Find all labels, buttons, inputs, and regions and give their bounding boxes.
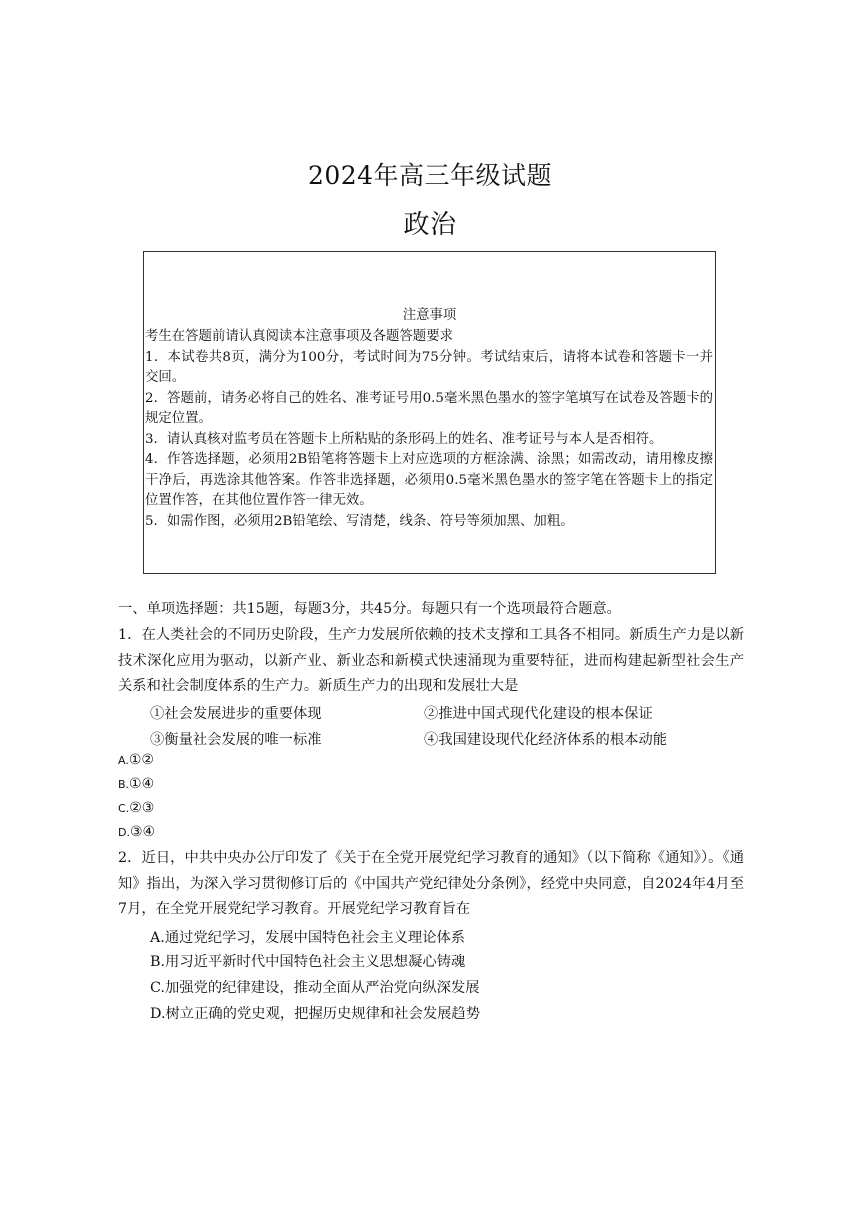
question-2-stem: 2．近日，中共中央办公厅印发了《关于在全党开展党纪学习教育的通知》（以下简称《通知》）。《通知》指出，为深入学习贯彻修订后的《中国共产党纪律处分条例》，经党中央同意，自2024年4月至7月，在全党开展党纪学习教育。开展党纪学习教育旨在 xyxy=(118,850,744,917)
choice-value: ①④ xyxy=(129,776,155,792)
section-heading: 一、单项选择题：共15题，每题3分，共45分。每题只有一个选项最符合题意。 xyxy=(118,601,621,617)
question-2-option-b: B.用习近平新时代中国特色社会主义思想凝心铸魂 xyxy=(150,954,466,970)
question-2-option-a: A.通过党纪学习，发展中国特色社会主义理论体系 xyxy=(150,930,466,946)
notice-title: 注意事项 xyxy=(402,308,457,323)
question-2-option-d: D.树立正确的党史观，把握历史规律和社会发展趋势 xyxy=(150,1006,481,1022)
question-1-statement: ③衡量社会发展的唯一标准 xyxy=(150,732,322,748)
question-2-option-c: C.加强党的纪律建设，推动全面从严治党向纵深发展 xyxy=(150,980,480,996)
question-1-statement: ④我国建设现代化经济体系的根本动能 xyxy=(424,732,668,748)
notice-item: 4．作答选择题，必须用2B铅笔将答题卡上对应选项的方框涂满、涂黑；如需改动，请用橡皮擦干净后，再选涂其他答案。作答非选择题，必须用0.5毫米黑色墨水的签字笔在答题卡上的指定位置作答，在其他位置作答一律无效。 xyxy=(145,452,713,508)
choice-label: C. xyxy=(118,802,130,815)
question-1-stem: 1．在人类社会的不同历史阶段，生产力发展所依赖的技术支撑和工具各不相同。新质生产力是以新技术深化应用为驱动，以新产业、新业态和新模式快速涌现为重要特征，进而构建起新型社会生产关系和社会制度体系的生产力。新质生产力的出现和发展壮大是 xyxy=(118,627,744,694)
notice-intro: 考生在答题前请认真阅读本注意事项及各题答题要求 xyxy=(145,329,453,344)
question-1-choice-d xyxy=(118,824,155,840)
question-1-choice-c xyxy=(118,800,154,816)
notice-item: 2．答题前，请务必将自己的姓名、准考证号用0.5毫米黑色墨水的签字笔填写在试卷及答题卡的规定位置。 xyxy=(145,390,713,426)
question-1-statement: ②推进中国式现代化建设的根本保证 xyxy=(424,706,653,722)
notice-body xyxy=(145,327,713,532)
choice-label: B. xyxy=(118,778,130,791)
exam-title: 2024年高三年级试题 xyxy=(307,161,553,190)
notice-item: 3．请认真核对监考员在答题卡上所粘贴的条形码上的姓名、准考证号与本人是否相符。 xyxy=(145,431,663,447)
choice-value: ②③ xyxy=(129,800,155,816)
notice-box xyxy=(143,251,716,574)
question-1-choice-b xyxy=(118,776,154,792)
question-1-statement: ①社会发展进步的重要体现 xyxy=(150,706,322,722)
choice-label: A. xyxy=(118,754,129,767)
subject-title: 政治 xyxy=(403,210,457,240)
choice-value: ①② xyxy=(128,752,154,768)
choice-label: D. xyxy=(118,826,130,839)
notice-item: 1．本试卷共8页，满分为100分，考试时间为75分钟。考试结束后，请将本试卷和答题卡一并交回。 xyxy=(145,349,713,385)
notice-item: 5．如需作图，必须用2B铅笔绘、写清楚，线条、符号等须加黑、加粗。 xyxy=(145,513,574,529)
question-1-choice-a xyxy=(118,752,154,768)
choice-value: ③④ xyxy=(129,824,156,840)
